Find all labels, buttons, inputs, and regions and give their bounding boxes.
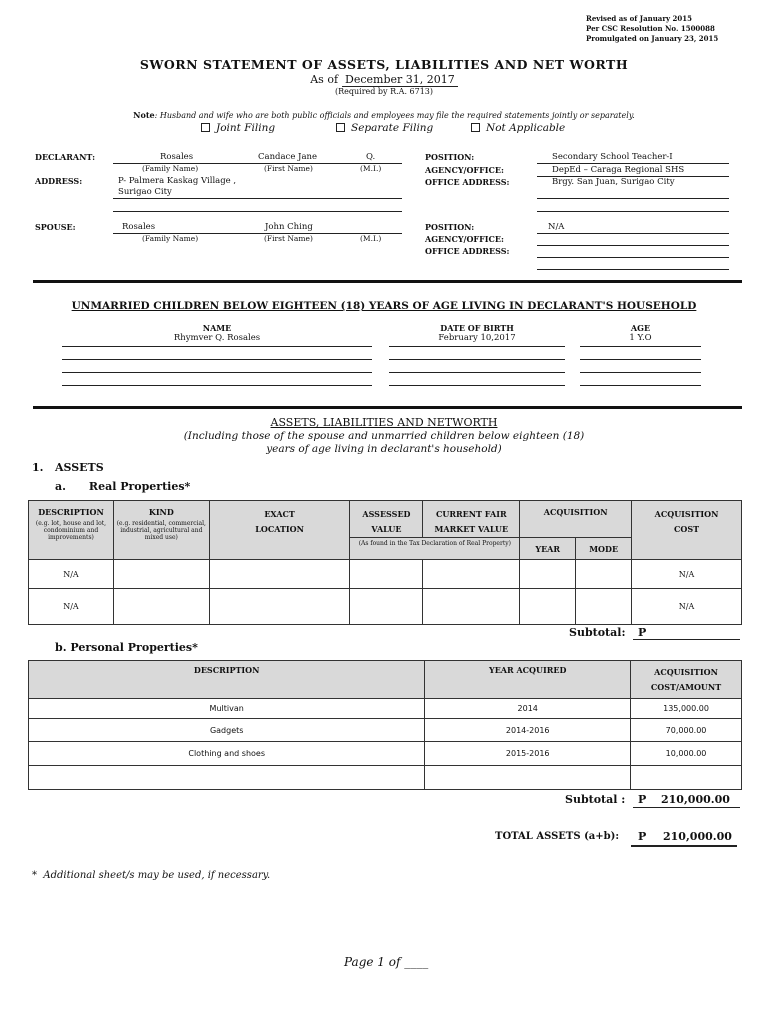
table-cell: N/A — [29, 560, 114, 589]
personal-subtotal-value: 210,000.00 — [661, 793, 730, 806]
field-line — [389, 385, 565, 386]
field-line — [537, 233, 729, 234]
field-line — [389, 359, 565, 360]
real-subtotal-currency: P — [638, 626, 647, 639]
table-cell — [576, 560, 632, 589]
field-line — [580, 346, 701, 347]
declarant-agency: DepEd – Caraga Regional SHS — [552, 165, 685, 175]
as-of-line — [0, 73, 768, 87]
position-label: POSITION: — [425, 152, 475, 162]
field-line — [580, 359, 701, 360]
personal-subtotal-currency: P — [638, 793, 647, 806]
child-name: Rhymver Q. Rosales — [173, 333, 261, 343]
header-tax-declaration-note: (As found in the Tax Declaration of Real Property) — [350, 538, 520, 560]
spouse-label: SPOUSE: — [35, 222, 76, 232]
joint-filing-label: Joint Filing — [216, 122, 276, 134]
table-cell: 2014-2016 — [425, 719, 631, 742]
field-line — [62, 346, 372, 347]
header-description: DESCRIPTION (e.g. lot, house and lot, condominium and improvements) — [29, 501, 114, 560]
field-line — [537, 163, 729, 164]
revision-line: Revised as of January 2015 — [586, 14, 692, 23]
section-divider — [33, 406, 742, 409]
spouse-first-name: John Ching — [265, 222, 313, 232]
as-of-label: As of — [310, 73, 339, 86]
declarant-mi: Q. — [366, 152, 376, 162]
table-cell: Clothing and shoes — [29, 742, 425, 766]
header-mode: MODE — [576, 538, 632, 560]
table-row — [29, 742, 742, 766]
table-cell: N/A — [632, 589, 742, 625]
header-assessed-value: ASSESSED VALUE — [350, 501, 423, 538]
joint-filing-option[interactable] — [201, 122, 275, 134]
field-line — [580, 385, 701, 386]
table-cell — [631, 766, 742, 790]
table-cell: N/A — [632, 560, 742, 589]
page-number — [344, 955, 428, 969]
real-properties-table — [28, 500, 742, 625]
checkbox-icon[interactable] — [471, 123, 480, 132]
child-age: 1 Y.O — [629, 333, 652, 343]
spouse-position-label: POSITION: — [425, 222, 475, 232]
family-name-caption: (Family Name) — [142, 164, 199, 173]
filing-note — [0, 110, 768, 120]
revision-line: Per CSC Resolution No. 1500088 — [586, 24, 715, 33]
assets-heading: ASSETS, LIABILITIES AND NETWORTH — [270, 416, 498, 429]
revision-note — [586, 14, 718, 44]
declarant-label: DECLARANT: — [35, 152, 96, 162]
field-line — [537, 257, 729, 258]
table-cell: 70,000.00 — [631, 719, 742, 742]
first-name-caption: (First Name) — [264, 164, 313, 173]
family-name-caption: (Family Name) — [142, 234, 199, 243]
separate-filing-label: Separate Filing — [351, 122, 434, 134]
field-line — [537, 269, 729, 270]
table-cell — [423, 589, 520, 625]
address-label: ADDRESS: — [35, 176, 83, 186]
header-description-sub: (e.g. lot, house and lot, condominium and improvements) — [35, 520, 107, 541]
table-cell — [520, 589, 576, 625]
address-line-1: P- Palmera Kaskag Village , — [118, 176, 237, 186]
table-cell — [29, 766, 425, 790]
header-acquisition: ACQUISITION — [520, 501, 632, 538]
header-year: YEAR — [520, 538, 576, 560]
table-cell: 2015-2016 — [425, 742, 631, 766]
table-cell — [113, 560, 209, 589]
table-row — [29, 719, 742, 742]
address-line-2: Surigao City — [118, 187, 172, 197]
assets-label: 1. ASSETS — [32, 461, 104, 474]
header-personal-cost: ACQUISITION COST/AMOUNT — [631, 661, 742, 699]
children-dob-header: DATE OF BIRTH — [440, 323, 514, 333]
assets-subheading-2: years of age living in declarant's household) — [266, 443, 502, 455]
separate-filing-option[interactable] — [336, 122, 433, 134]
note-label: Note — [133, 110, 155, 120]
mi-caption: (M.I.) — [360, 234, 382, 243]
real-properties-label: a. Real Properties* — [55, 480, 191, 493]
personal-subtotal-label: Subtotal : — [565, 793, 626, 806]
table-row — [29, 699, 742, 719]
field-line — [113, 211, 402, 212]
mi-caption: (M.I.) — [360, 164, 382, 173]
checkbox-icon[interactable] — [201, 123, 210, 132]
table-cell: 135,000.00 — [631, 699, 742, 719]
field-line — [633, 807, 740, 808]
page-title: SWORN STATEMENT OF ASSETS, LIABILITIES AND NET WORTH — [139, 57, 629, 72]
table-cell — [576, 589, 632, 625]
field-line — [62, 359, 372, 360]
assets-subheading-1: (Including those of the spouse and unmarried children below eighteen (18) — [183, 430, 585, 442]
note-text: : Husband and wife who are both public officials and employees may file the required statements jointly or separately. — [154, 111, 635, 120]
total-underline — [631, 845, 737, 847]
header-kind-sub: (e.g. residential, commercial, industrial, agricultural and mixed use) — [116, 520, 206, 541]
child-dob: February 10,2017 — [438, 333, 516, 343]
required-by: (Required by R.A. 6713) — [334, 87, 434, 96]
table-row — [29, 560, 742, 589]
table-cell: 10,000.00 — [631, 742, 742, 766]
spouse-family-name: Rosales — [122, 222, 156, 232]
header-year-acquired: YEAR ACQUIRED — [425, 661, 631, 699]
declarant-family-name: Rosales — [160, 152, 194, 162]
children-heading: UNMARRIED CHILDREN BELOW EIGHTEEN (18) YEARS OF AGE LIVING IN DECLARANT'S HOUSEHOLD — [71, 300, 697, 312]
as-of-date: December 31, 2017 — [342, 73, 458, 87]
field-line — [389, 346, 565, 347]
table-cell — [423, 560, 520, 589]
table-row — [29, 589, 742, 625]
table-cell — [209, 560, 350, 589]
header-acquisition-cost: ACQUISITION COST — [632, 501, 742, 560]
agency-label: AGENCY/OFFICE: — [425, 165, 504, 175]
field-line — [633, 639, 740, 640]
table-cell — [350, 560, 423, 589]
field-line — [62, 385, 372, 386]
table-row — [29, 766, 742, 790]
section-divider — [33, 280, 742, 283]
field-line — [113, 198, 402, 199]
table-cell — [425, 766, 631, 790]
field-line — [389, 372, 565, 373]
table-cell — [350, 589, 423, 625]
field-line — [537, 211, 729, 212]
header-personal-description: DESCRIPTION — [29, 661, 425, 699]
total-assets-currency: P — [638, 830, 647, 843]
office-address-label: OFFICE ADDRESS: — [425, 177, 510, 187]
table-cell — [520, 560, 576, 589]
header-kind: KIND (e.g. residential, commercial, industrial, agricultural and mixed use) — [113, 501, 209, 560]
real-subtotal-label: Subtotal: — [569, 626, 626, 639]
declarant-position: Secondary School Teacher-I — [552, 152, 673, 162]
not-applicable-label: Not Applicable — [486, 122, 566, 134]
field-line — [537, 245, 729, 246]
not-applicable-option[interactable] — [471, 122, 565, 134]
table-cell: Multivan — [29, 699, 425, 719]
declarant-office-address: Brgy. San Juan, Surigao City — [552, 177, 675, 187]
page-total-blank: ____ — [404, 955, 429, 969]
total-assets-label: TOTAL ASSETS (a+b): — [495, 831, 620, 842]
personal-properties-table — [28, 660, 742, 790]
children-name-header: NAME — [202, 323, 232, 333]
field-line — [537, 198, 729, 199]
table-cell: N/A — [29, 589, 114, 625]
total-assets-value: 210,000.00 — [663, 830, 732, 843]
table-cell: 2014 — [425, 699, 631, 719]
field-line — [62, 372, 372, 373]
revision-line: Promulgated on January 23, 2015 — [586, 34, 719, 43]
table-cell: Gadgets — [29, 719, 425, 742]
table-cell — [113, 589, 209, 625]
header-location: EXACT LOCATION — [209, 501, 350, 560]
page-label: Page 1 of — [344, 955, 401, 969]
first-name-caption: (First Name) — [264, 234, 313, 243]
personal-properties-label: b. Personal Properties* — [55, 641, 198, 654]
spouse-position: N/A — [548, 222, 565, 232]
header-fair-market-value: CURRENT FAIR MARKET VALUE — [423, 501, 520, 538]
declarant-first-name: Candace Jane — [258, 152, 318, 162]
field-line — [580, 372, 701, 373]
table-cell — [209, 589, 350, 625]
children-age-header: AGE — [630, 323, 651, 333]
footnote: * Additional sheet/s may be used, if necessary. — [32, 870, 271, 881]
spouse-office-address-label: OFFICE ADDRESS: — [425, 246, 510, 256]
checkbox-icon[interactable] — [336, 123, 345, 132]
spouse-agency-label: AGENCY/OFFICE: — [425, 234, 504, 244]
